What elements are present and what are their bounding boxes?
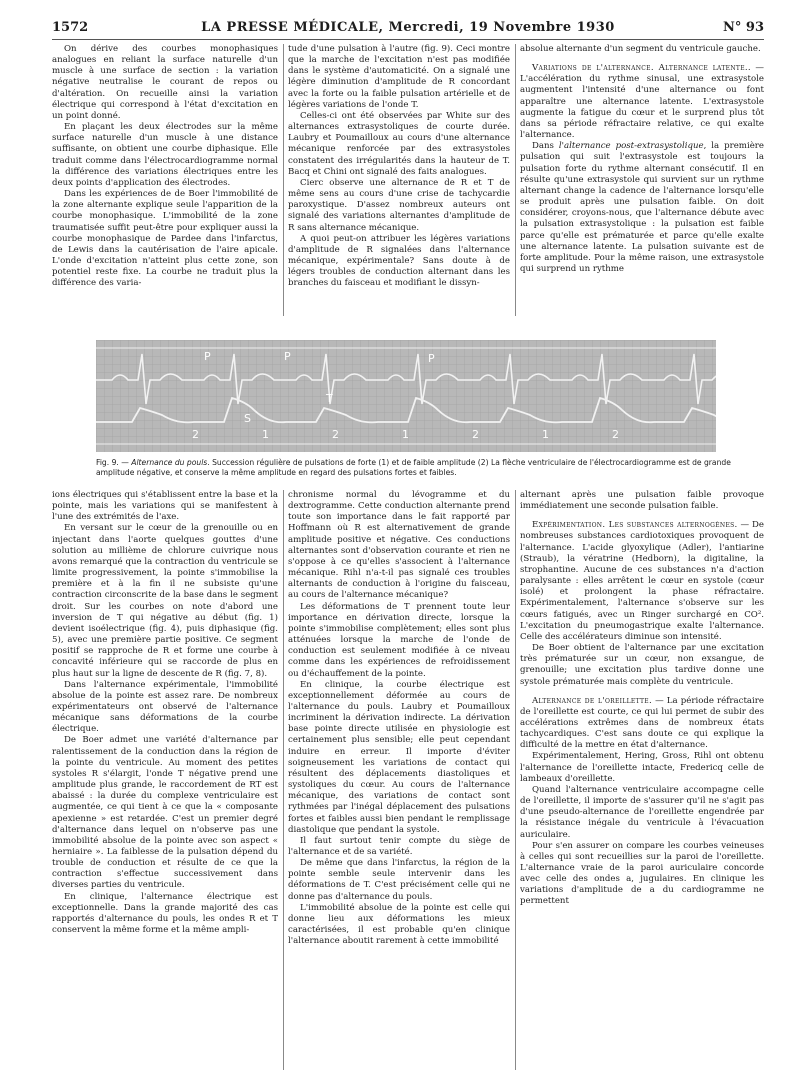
paragraph: tude d'une pulsation à l'autre (fig. 9). Ceci montre que la marche de l'excitation n'est pas modifiée dans le système d'automaticité. On a signalé une légère diminution d'amplitude de R concordant avec la forte ou la faible pulsation artérielle et de légères variations de l'onde T. — [288, 44, 510, 110]
top-column-2 — [288, 44, 510, 316]
paragraph: Quand l'alternance ventriculaire accompagne celle de l'oreillette, il importe de s'assurer qu'il ne s'agit pas d'une pseudo-alternance de l'oreillette engendrée par la résistance inégale du ventricule à l'évacuation auriculaire. — [520, 784, 764, 840]
bottom-column-1 — [52, 490, 278, 1070]
paragraph — [520, 141, 764, 275]
paragraph: De même que dans l'infarctus, la région de la pointe semble seule intervenir dans les déformations de T. C'est précisément celle qui ne donne pas d'alternance du pouls. — [288, 858, 510, 902]
paragraph: En versant sur le cœur de la grenouille ou en injectant dans l'aorte quelques gouttes d'une solution au millième de chlorure cuivrique nous avons remarqué que la contraction du ventricule se limite progressivement, la pointe s'immobilise la première et à la fin il ne subsiste qu'une contraction circonscrite de la base dans le segment droit. Sur les courbes on note d'abord une inversion de T qui négative au début (fig. 1) devient isoélectrique (fig. 4), puis diphasique (fig. 5), avec une première partie positive. Ce segment positif se rapproche de R et forme une courbe à concavité inférieure qui se raccorde de plus en plus haut sur la ligne de descente de R (fig. 7, 8). — [52, 523, 278, 679]
section-paragraph — [520, 696, 764, 752]
paragraph: Les déformations de T prennent toute leur importance en dérivation directe, lorsque la pointe s'immobilise complètement; elles sont plus atténuées lorsque la marche de l'onde de conduction est seulement modifiée à ce niveau comme dans les expériences de refroidissement ou d'échauffement de la pointe. — [288, 601, 510, 679]
page-header — [52, 20, 764, 38]
column-rule — [515, 490, 516, 1070]
section-text: — De nombreuses substances cardiotoxiques provoquent de l'alternance. L'acide glyoxylique (Adler), l'antiarine (Straub), la vératrine (Hedborn), la digitaline, la strophantine. Aucune de ces substances n'a d'action paralysante : elles arrêtent le cœur en systole (cœur isolé) et prolongent la phase réfractaire. Expérimentalement, l'alternance s'observe sur les cœurs fatigués, avec un Ringer surchargé en CO². L'excitation du pneumogastrique exalte l'alternance. Celle des accélérateurs diminue son intensité. — [520, 520, 764, 642]
paragraph: Il faut surtout tenir compte du siège de l'alternance et de sa variété. — [288, 835, 510, 857]
wave-label: P — [284, 350, 291, 363]
paragraph: De Boer obtient de l'alternance par une excitation très prématurée sur un cœur, non exsangue, de grenouille; une excitation plus tardive donne une systole prématurée mais complète du ventricule. — [520, 643, 764, 687]
section-text: — L'accélération du rythme sinusal, une extrasystole augmentent l'intensité d'une alternance ou font apparaître une alternance latente. L'extrasystole augmente la fatigue du cœur et le surprend plus tôt dans sa période réfractaire relative, ce qui exalte l'alternance. — [520, 63, 764, 141]
paragraph: Expérimentalement, Hering, Gross, Rihl ont obtenu l'alternance de l'oreillette intacte, Fredericq celle de lambeaux d'oreillette. — [520, 751, 764, 784]
wave-label: P — [204, 350, 211, 363]
paragraph: Dans l'alternance expérimentale, l'immobilité absolue de la pointe est assez rare. De nombreux expérimentateurs ont observé de l'alternance mécanique sans déformations de la courbe électrique. — [52, 679, 278, 735]
column-rule — [283, 44, 284, 316]
header-rule — [52, 39, 764, 40]
section-heading: Variations de l'alternance. Alternance latente.. — [532, 63, 751, 74]
section-heading: Alternance de l'oreillette. — [532, 695, 653, 706]
section-paragraph — [520, 520, 764, 643]
paragraph: En clinique, la courbe électrique est exceptionnellement déformée au cours de l'alternance du pouls. Laubry et Poumailloux incriminent la dérivation indirecte. La dérivation base pointe directe utilisée en physiologie est certainement plus sensible; elle peut cependant induire en erreur. Il importe d'éviter soigneusement les variations de contact qui résultent des déplacements diastoliques et systoliques du cœur. Au cours de l'alternance mécanique, des variations de contact sont rythmées par l'inégal déplacement des pulsations fortes et faibles aussi bien pendant le remplissage diastolique que pendant la systole. — [288, 679, 510, 835]
caption-label: Fig. 9. — — [96, 458, 132, 467]
paragraph: chronisme normal du lévogramme et du dextrogramme. Cette conduction alternante prend toute son importance dans le fait rapporté par Hoffmann où R est alternativement de grande amplitude positive et négative. Ces conductions alternantes sont d'observation courante et rien ne s'oppose à ce qu'elles s'associent à l'alternance mécanique. Rihl n'a-t-il pas signalé ces troubles alternants de conduction à l'origine du faisceau, au cours de l'alternance mécanique? — [288, 490, 510, 601]
beat-label: 1 — [402, 428, 409, 441]
paragraph: En clinique, l'alternance électrique est exceptionnelle. Dans la grande majorité des cas rapportés d'alternance du pouls, les ondes R et T conservent la même forme et la même ampli- — [52, 891, 278, 936]
wave-label: S — [244, 412, 251, 425]
italic-term: l'alternance post-extrasystolique — [558, 141, 704, 152]
wave-label: P — [428, 352, 435, 365]
issue-number: N° 93 — [723, 20, 764, 35]
paragraph: alternant après une pulsation faible provoque immédiatement une seconde pulsation faible. — [520, 490, 764, 512]
caption-title: Alternance du pouls — [131, 458, 208, 467]
beat-label: 2 — [612, 428, 619, 441]
beat-label: 1 — [262, 428, 269, 441]
paragraph: En plaçant les deux électrodes sur la même surface naturelle d'un muscle à une distance suffisante, on obtient une courbe diphasique. Elle traduit comme dans l'électrocardiogramme normal la différence des variations électriques entre les deux points d'application des électrodes. — [52, 122, 278, 188]
top-column-3 — [520, 44, 764, 316]
section-paragraph — [520, 63, 764, 141]
paragraph: absolue alternante d'un segment du ventricule gauche. — [520, 44, 761, 54]
beat-label: 2 — [332, 428, 339, 441]
paragraph: Pour s'en assurer on compare les courbes veineuses à celles qui sont recueillies sur la paroi de l'oreillette. L'alternance vraie de la paroi auriculaire concorde avec celle des ondes a, jugulaires. En clinique les variations d'amplitude de a du cardiogramme ne permettent — [520, 840, 764, 907]
page-number: 1572 — [52, 20, 89, 35]
column-rule — [283, 490, 284, 1070]
section-text: — La période réfractaire de l'oreillette est courte, ce qui lui permet de subir des accélérations extrêmes dans de nombreux états tachycardiques. C'est sans doute ce qui explique la difficulté de la mettre en état d'alternance. — [520, 695, 764, 751]
top-column-1 — [52, 44, 278, 316]
beat-label: 2 — [472, 428, 479, 441]
bottom-column-3 — [520, 490, 764, 1070]
paragraph: L'immobilité absolue de la pointe est celle qui donne lieu aux déformations les mieux caractérisées, il est probable qu'en clinique l'alternance aboutit rarement à cette immobilité — [288, 902, 510, 947]
wave-label: T — [326, 392, 333, 405]
text-run: Dans — [532, 141, 559, 152]
paragraph: Celles-ci ont été observées par White sur des alternances extrasystoliques de courte durée. Laubry et Poumailloux au cours d'une alternance mécanique renforcée par des extrasystoles constatent des irrégularités dans la hauteur de T. Bacq et Chini ont signalé des faits analogues. — [288, 110, 510, 177]
paragraph: On dérive des courbes monophasiques analogues en reliant la surface naturelle d'un muscle à une surface de section : la variation négative neutralise le courant de repos ou d'altération. On recueille ainsi la variation électrique qui correspond à l'état d'excitation en un point donné. — [52, 44, 278, 121]
journal-title: LA PRESSE MÉDICALE, Mercredi, 19 Novembre 1930 — [201, 20, 615, 35]
bottom-column-2 — [288, 490, 510, 1070]
ecg-trace — [96, 340, 716, 452]
paragraph: Cierc observe une alternance de R et T de même sens au cours d'une crise de tachycardie paroxystique. D'assez nombreux auteurs ont signalé des variations alternantes d'amplitude de R sans alternance mécanique. — [288, 177, 510, 233]
figure-caption — [96, 458, 736, 477]
beat-label: 1 — [542, 428, 549, 441]
paragraph: De Boer admet une variété d'alternance par ralentissement de la conduction dans la région de la pointe du ventricule. Au moment des petites systoles R s'élargit, l'onde T négative prend une amplitude plus grande, le raccordement de RT est abaissé : la durée du complexe ventriculaire est augmentée, ce qui tient à ce que la « composante apexienne » est retardée. C'est un premier degré d'alternance dans lequel on n'observe pas une immobilité absolue de la pointe avec son aspect « herniaire ». La faiblesse de la pulsation dépend du trouble de conduction et résulte de ce que la contraction s'effectue successivement dans diverses parties du ventricule. — [52, 735, 278, 891]
column-rule — [515, 44, 516, 316]
beat-label: 2 — [192, 428, 199, 441]
text-run: , la première pulsation qui suit l'extrasystole est toujours la pulsation forte du rythme alternant consécutif. Il en résulte qu'une extrasystole qui survient sur un rythme alternant change la cadence de l'alternance lorsqu'elle se produit après une pulsation faible. On doit considérer, croyons-nous, que l'alternance débute avec la pulsation extrasystolique : la pulsation est faible parce qu'elle est prématurée et parce qu'elle exalte une alternance latente. La pulsation suivante est de forte amplitude. Pour la même raison, une extrasystole qui surprend un rythme — [520, 141, 764, 274]
caption-text: . Succession régulière de pulsations de forte (1) et de faible amplitude (2) La flèche ventriculaire de l'électrocardiogramme est de grande amplitude négative, et conserve la même amplitude en regard des pulsations fortes et faibles. — [96, 458, 731, 477]
paragraph: Dans les expériences de de Boer l'immobilité de la zone alternante explique seule l'apparition de la courbe monophasique. L'immobilité de la zone traumatisée suffit peut-être pour expliquer aussi la courbe monophasique de Pardee dans l'infarctus, de Lewis dans la cautérisation de l'aire apicale. L'onde d'excitation n'atteint plus cette zone, son potentiel reste fixe. La courbe ne traduit plus la différence des varia- — [52, 189, 278, 289]
paragraph: ions électriques qui s'établissent entre la base et la pointe, mais les variations qui se manifestent à l'une des extrémités de l'axe. — [52, 490, 278, 523]
ecg-figure — [96, 340, 716, 452]
paragraph: A quoi peut-on attribuer les légères variations d'amplitude de R signalées dans l'alternance mécanique, expérimentale? Sans doute à de légers troubles de conduction alternant dans les branches du faisceau et modifiant le dissyn- — [288, 233, 510, 289]
section-heading: Expérimentation. Les substances alternogènes. — [532, 520, 738, 531]
